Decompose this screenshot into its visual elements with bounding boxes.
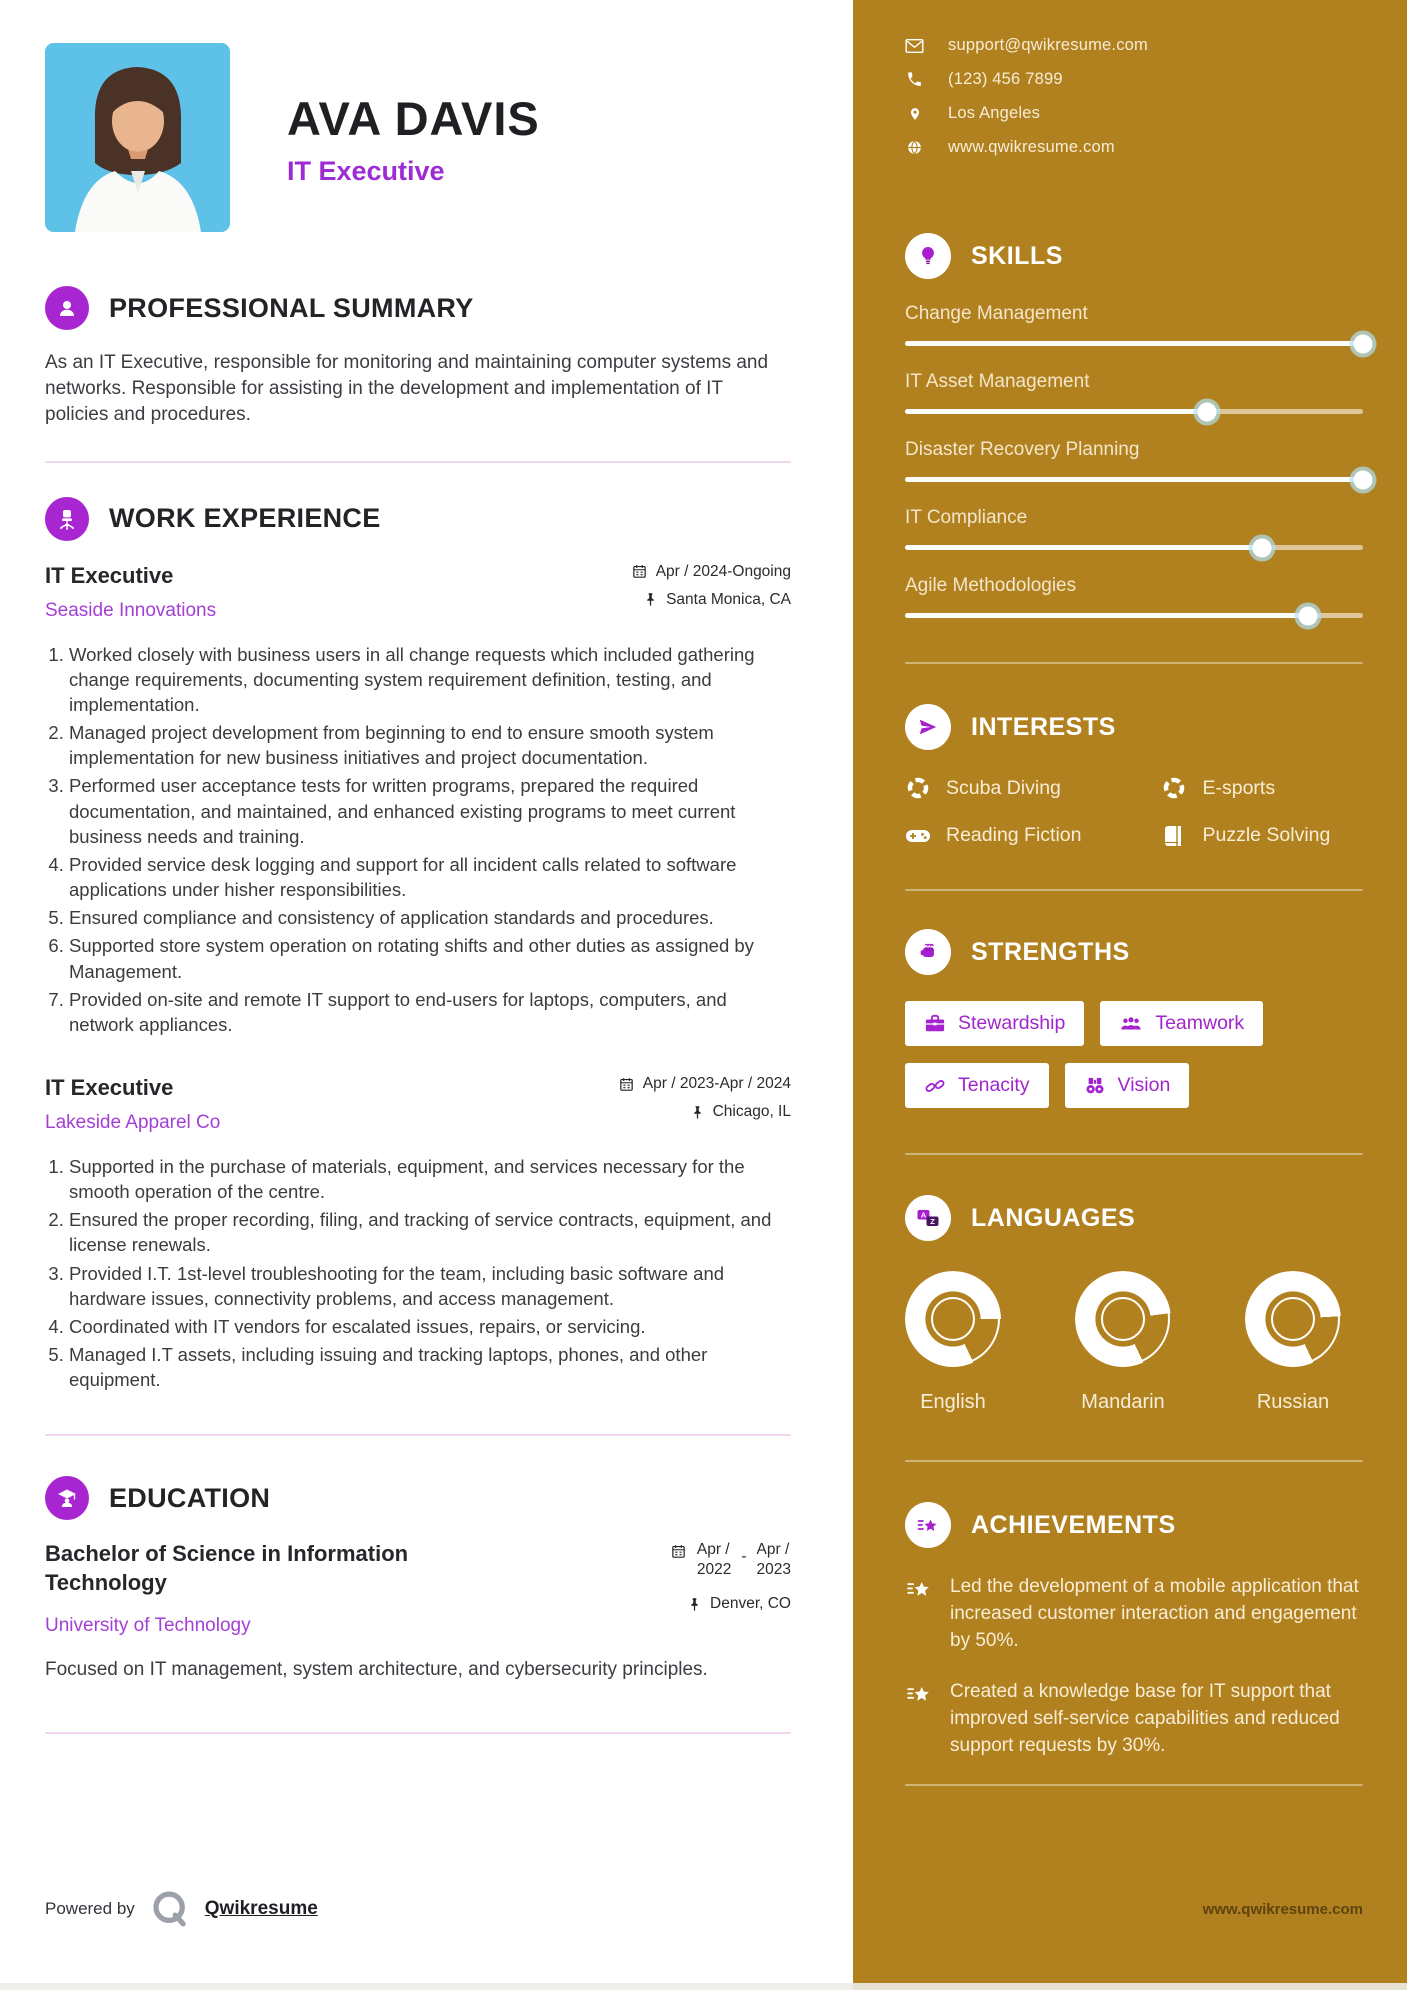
job-bullets (45, 642, 791, 1037)
job-entry (45, 1075, 791, 1392)
paper-plane-icon (905, 704, 951, 750)
skill-slider-fill (905, 613, 1308, 618)
job-bullet: 3. Provided I.T. 1st-level troubleshooting for the team, including basic software and hardware issues, connectivity problems, and access management. (69, 1261, 791, 1311)
languages-section (905, 1195, 1363, 1414)
page-footer (45, 1888, 318, 1930)
job-bullet: 5. Ensured compliance and consistency of application standards and procedures. (69, 905, 791, 930)
job-bullet: 4. Coordinated with IT vendors for escalated issues, repairs, or servicing. (69, 1314, 791, 1339)
job-location: Chicago, IL (712, 1103, 791, 1120)
date-line: Apr / (756, 1541, 790, 1559)
date-separator: - (741, 1548, 747, 1566)
interests-section (905, 704, 1363, 847)
powered-by-label: Powered by (45, 1899, 135, 1918)
strength-chip (1100, 1001, 1263, 1046)
contact-phone-row (905, 70, 1363, 89)
divider (905, 889, 1363, 891)
people-icon (1119, 1014, 1143, 1034)
school-name: University of Technology (45, 1615, 251, 1637)
shooting-star-icon (905, 1679, 933, 1760)
education-dates-row (670, 1540, 791, 1579)
job-header (45, 563, 791, 622)
chain-icon (924, 1076, 946, 1096)
skill-label: Disaster Recovery Planning (905, 439, 1140, 460)
divider (905, 1784, 1363, 1786)
qwikresume-link[interactable]: Qwikresume (204, 1898, 318, 1919)
gamepad-icon (905, 826, 931, 846)
profile-photo (45, 43, 230, 232)
skill-item (905, 371, 1363, 414)
date-line: 2022 (696, 1560, 732, 1578)
education-date-end (757, 1540, 791, 1579)
phone-icon (905, 71, 924, 88)
achievements-heading-row (905, 1502, 1363, 1548)
skills-heading: SKILLS (971, 241, 1063, 270)
job-left (45, 563, 216, 622)
skill-slider-fill (905, 545, 1262, 550)
skills-heading-row (905, 233, 1363, 279)
date-line: Apr / (696, 1541, 730, 1559)
office-chair-icon (45, 497, 89, 541)
interests-grid (905, 776, 1363, 847)
education-section (45, 1476, 791, 1683)
skill-item (905, 439, 1363, 482)
divider (905, 1460, 1363, 1462)
contact-section (905, 36, 1363, 157)
shooting-star-icon (905, 1574, 933, 1655)
skill-slider[interactable] (905, 613, 1363, 618)
skill-slider[interactable] (905, 341, 1363, 346)
donut-fill (905, 1271, 1001, 1367)
interests-heading-row (905, 704, 1363, 750)
calendar-icon (618, 1076, 635, 1093)
interest-label: Puzzle Solving (1202, 824, 1331, 846)
divider (905, 662, 1363, 664)
lightbulb-icon (905, 233, 951, 279)
strength-chip (905, 1001, 1084, 1046)
achievement-text: Created a knowledge base for IT support that improved self-service capabilities and reduced support requests by 30%. (950, 1680, 1340, 1756)
job-location: Santa Monica, CA (666, 590, 791, 608)
job-bullet: 2. Managed project development from beginning to end to ensure smooth system implementation for new business initiatives and project documentation. (69, 720, 791, 770)
job-bullet: 2. Ensured the proper recording, filing, and tracking of service contracts, equipment, and license renewals. (69, 1207, 791, 1257)
strength-chip (1065, 1063, 1190, 1108)
language-label: Russian (1256, 1391, 1330, 1413)
calendar-icon (631, 563, 648, 580)
skill-item (905, 575, 1363, 618)
job-bullet: 5. Managed I.T assets, including issuing and tracking laptops, phones, and other equipment. (69, 1342, 791, 1392)
donut-fill (1075, 1271, 1171, 1367)
sidebar (853, 0, 1407, 1990)
strength-chip (905, 1063, 1049, 1108)
svg-text:Z: Z (930, 1216, 935, 1226)
skill-slider-thumb[interactable] (1253, 538, 1272, 557)
divider (45, 461, 791, 463)
interest-item (905, 776, 1161, 800)
contact-phone: (123) 456 7899 (948, 70, 1063, 88)
achievements-section (905, 1502, 1363, 1760)
skill-item (905, 303, 1363, 346)
job-title: IT Executive (45, 1075, 174, 1100)
job-bullets (45, 1154, 791, 1392)
education-location: Denver, CO (710, 1595, 791, 1613)
interest-label: E-sports (1202, 776, 1276, 799)
job-company: Seaside Innovations (45, 599, 217, 621)
languages-list (905, 1271, 1363, 1414)
job-dates-row (618, 1075, 791, 1093)
job-left (45, 1075, 220, 1134)
job-location-row (631, 591, 791, 609)
achievements-list (905, 1574, 1363, 1760)
strength-label: Teamwork (1155, 1012, 1245, 1034)
svg-text:A: A (920, 1210, 927, 1220)
donut-fill (1245, 1271, 1341, 1367)
job-title: IT Executive (45, 562, 174, 588)
sidebar-footer-url: www.qwikresume.com (1202, 1901, 1363, 1918)
divider (45, 1732, 791, 1734)
language-donut-chart (1075, 1271, 1171, 1367)
interest-item (1161, 824, 1363, 847)
strength-chips (905, 1001, 1363, 1125)
skills-section (905, 233, 1363, 618)
skill-slider-fill (905, 477, 1363, 482)
contact-email: support@qwikresume.com (948, 36, 1148, 54)
job-entry (45, 563, 791, 1037)
bottom-edge-strip (0, 1983, 1407, 1990)
education-meta (670, 1540, 791, 1613)
job-bullet: 4. Provided service desk logging and support for all incident calls related to software applications under hisher responsibilities. (69, 852, 791, 902)
person-icon (45, 286, 89, 330)
work-heading-row (45, 497, 791, 541)
education-heading-row (45, 1476, 791, 1520)
education-location-row (670, 1595, 791, 1613)
pushpin-icon (643, 592, 658, 607)
skill-label: Change Management (905, 303, 1088, 324)
contact-website-row (905, 138, 1363, 157)
job-dates: Apr / 2023-Apr / 2024 (642, 1075, 791, 1092)
skill-slider[interactable] (905, 477, 1363, 482)
shooting-star-icon (905, 1502, 951, 1548)
contact-location-row (905, 104, 1363, 123)
skills-list (905, 303, 1363, 618)
binoculars-icon (1084, 1076, 1106, 1096)
achievement-item (905, 1574, 1363, 1655)
skill-slider-thumb[interactable] (1354, 334, 1373, 353)
job-dates: Apr / 2024-Ongoing (655, 562, 791, 580)
header-text (287, 43, 540, 232)
fist-icon (905, 929, 951, 975)
skill-slider-thumb[interactable] (1354, 470, 1373, 489)
summary-heading: PROFESSIONAL SUMMARY (109, 292, 474, 323)
work-experience-section (45, 497, 791, 1393)
globe-icon (905, 139, 924, 156)
degree-title: Bachelor of Science in Information Technology (45, 1541, 409, 1595)
job-meta (618, 1075, 791, 1131)
pushpin-icon (690, 1105, 705, 1120)
education-header (45, 1540, 791, 1613)
language-item (1245, 1271, 1341, 1414)
interests-heading: INTERESTS (971, 712, 1116, 741)
job-dates-row (631, 563, 791, 581)
contact-location: Los Angeles (948, 104, 1041, 122)
skill-label: IT Asset Management (905, 371, 1090, 392)
skill-slider[interactable] (905, 409, 1363, 414)
job-bullet: 1. Worked closely with business users in all change requests which included gathering change requirements, documenting system requirement definition, testing, and implementation. (69, 642, 791, 717)
q-logo-icon (149, 1888, 191, 1930)
summary-text: As an IT Executive, responsible for monitoring and maintaining computer systems and networks. Responsible for assisting in the development and implementation of IT policies and procedures. (45, 352, 769, 426)
pushpin-icon (687, 1597, 702, 1612)
language-item (1075, 1271, 1171, 1414)
education-description: Focused on IT management, system architecture, and cybersecurity principles. (45, 1659, 708, 1681)
skill-slider-thumb[interactable] (1299, 606, 1318, 625)
education-date-start (697, 1540, 731, 1579)
skill-slider-fill (905, 409, 1207, 414)
job-header (45, 1075, 791, 1134)
strength-label: Tenacity (958, 1074, 1030, 1096)
strength-label: Vision (1117, 1074, 1171, 1096)
book-icon (1161, 825, 1187, 847)
interest-label: Scuba Diving (946, 776, 1061, 799)
interest-item (1161, 776, 1363, 800)
graduation-cap-icon (45, 1476, 89, 1520)
job-bullet: 3. Performed user acceptance tests for written programs, prepared the required documentation, and maintained, and enhanced existing programs to meet current business needs and training. (69, 773, 791, 848)
job-bullet: 1. Supported in the purchase of materials, equipment, and services necessary for the smooth operation of the centre. (69, 1154, 791, 1204)
work-heading: WORK EXPERIENCE (109, 503, 381, 534)
job-location-row (618, 1103, 791, 1121)
toolbox-icon (924, 1014, 946, 1034)
divider (905, 1153, 1363, 1155)
achievement-text: Led the development of a mobile application that increased customer interaction and engagement by 50%. (950, 1576, 1359, 1651)
education-heading: EDUCATION (109, 1482, 271, 1513)
languages-heading-row (905, 1195, 1363, 1241)
calendar-icon (670, 1543, 687, 1560)
lifebuoy-icon (1161, 776, 1187, 800)
envelope-icon (905, 38, 924, 54)
divider (45, 1434, 791, 1436)
contact-website: www.qwikresume.com (948, 138, 1115, 156)
map-pin-icon (905, 105, 924, 123)
profile-photo-illustration (45, 43, 230, 232)
candidate-name: AVA DAVIS (287, 92, 540, 145)
language-donut-chart (905, 1271, 1001, 1367)
strengths-heading-row (905, 929, 1363, 975)
interest-label: Reading Fiction (946, 824, 1082, 846)
summary-heading-row (45, 286, 791, 330)
achievement-item (905, 1679, 1363, 1760)
skill-item (905, 507, 1363, 550)
achievements-heading: ACHIEVEMENTS (971, 1510, 1176, 1539)
contact-email-row (905, 36, 1363, 55)
header (45, 43, 791, 232)
translate-icon (905, 1195, 951, 1241)
lifebuoy-icon (905, 776, 931, 800)
skill-slider[interactable] (905, 545, 1363, 550)
skill-slider-fill (905, 341, 1363, 346)
languages-heading: LANGUAGES (971, 1203, 1136, 1232)
job-company: Lakeside Apparel Co (45, 1112, 221, 1133)
strength-label: Stewardship (958, 1012, 1066, 1034)
summary-section (45, 286, 791, 429)
skill-slider-thumb[interactable] (1198, 402, 1217, 421)
language-label: Mandarin (1081, 1391, 1165, 1413)
language-item (905, 1271, 1001, 1414)
skill-label: Agile Methodologies (905, 575, 1077, 596)
strengths-heading: STRENGTHS (971, 937, 1130, 966)
skill-label: IT Compliance (905, 507, 1028, 528)
language-label: English (920, 1391, 986, 1413)
job-bullet: 6. Supported store system operation on rotating shifts and other duties as assigned by Management. (69, 933, 791, 983)
language-donut-chart (1245, 1271, 1341, 1367)
job-bullet: 7. Provided on-site and remote IT support to end-users for laptops, computers, and network appliances. (69, 987, 791, 1037)
candidate-title: IT Executive (287, 156, 445, 186)
date-line: 2023 (756, 1560, 791, 1578)
strengths-section (905, 929, 1363, 1125)
interest-item (905, 824, 1161, 847)
job-meta (631, 563, 791, 619)
